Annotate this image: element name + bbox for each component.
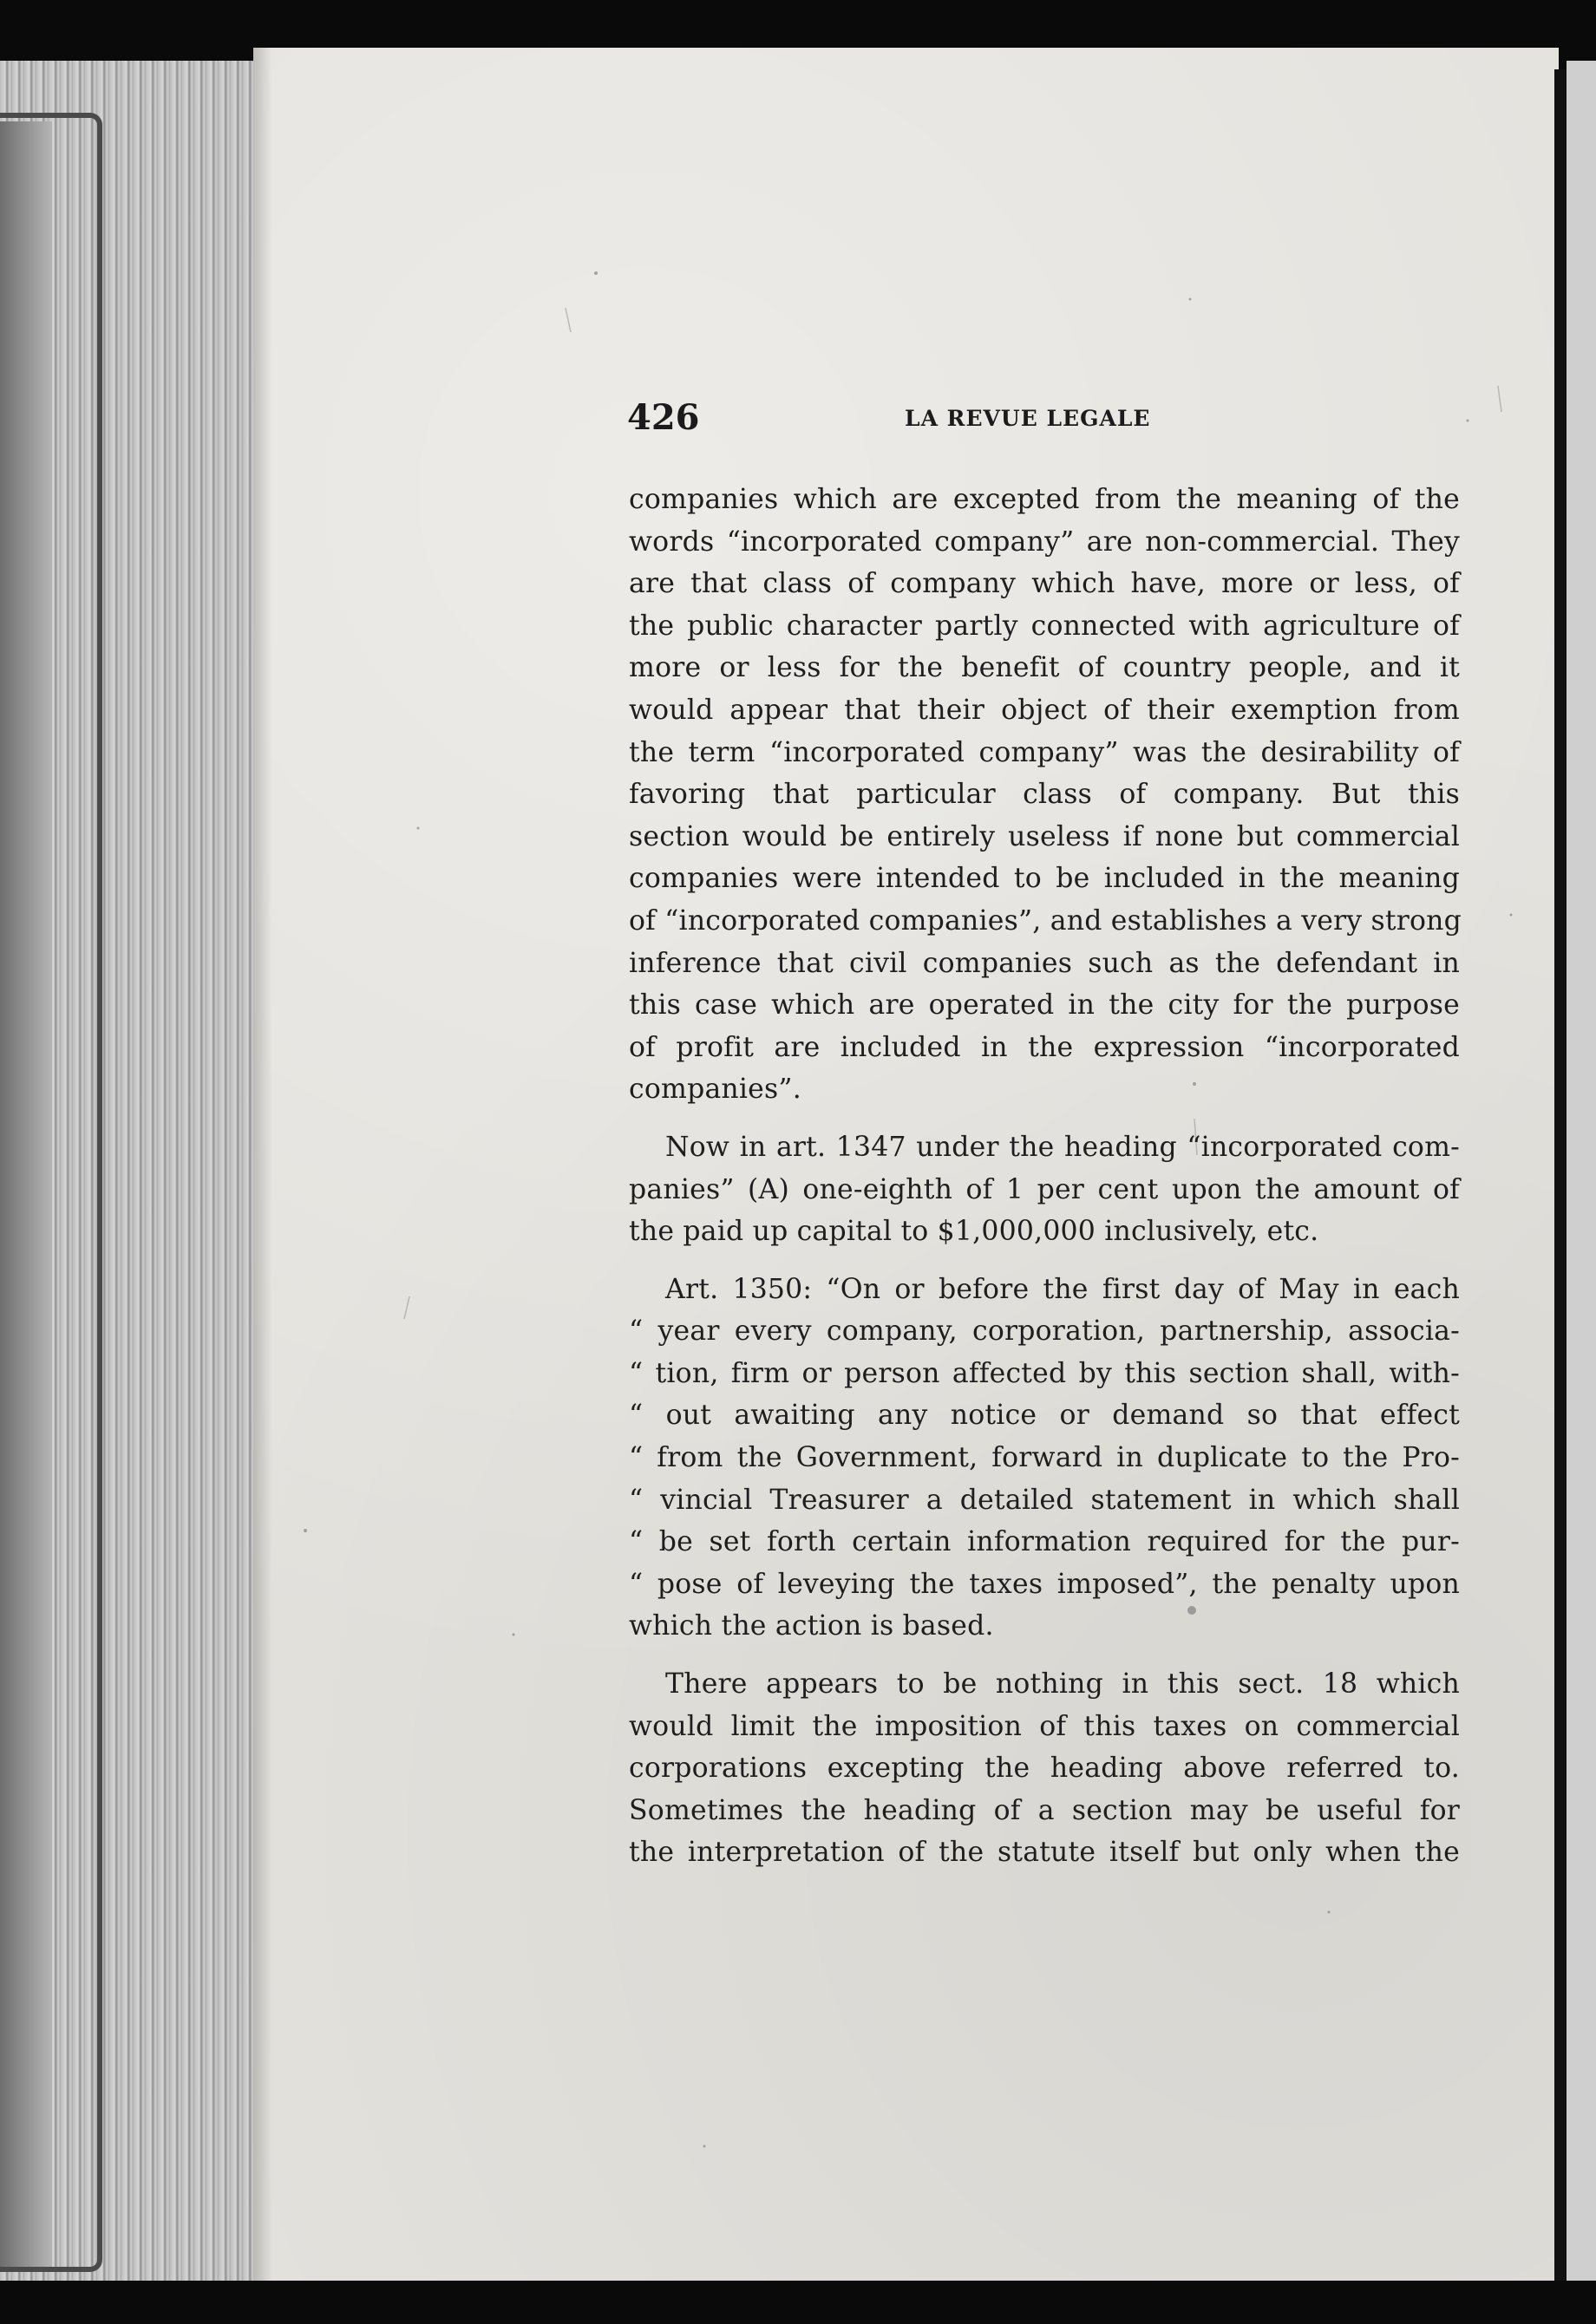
page-edge-right	[1554, 69, 1567, 2289]
text-line: this case which are operated in the city for the purpose	[629, 989, 1460, 1022]
text-line: are that class of company which have, more or less, of	[629, 568, 1460, 600]
text-line: inference that civil companies such as the defendant in	[629, 947, 1460, 979]
text-line: section would be entirely useless if none but commercial	[629, 820, 1460, 852]
page-number: 426	[627, 397, 700, 438]
text-line: the public character partly connected with agriculture of	[629, 610, 1460, 642]
text-line: companies which are excepted from the meaning of the	[629, 484, 1460, 515]
paragraph	[629, 1126, 1460, 1253]
text-line: which the action is based.	[629, 1610, 994, 1642]
text-line: companies were intended to be included in the meaning	[629, 863, 1460, 895]
text-line: the paid up capital to $1,000,000 inclusively, etc.	[629, 1216, 1319, 1248]
paragraph	[629, 479, 1460, 1111]
text-line: Sometimes the heading of a section may be useful for	[629, 1794, 1460, 1826]
text-line: of profit are included in the expression “incorporated	[629, 1031, 1460, 1063]
text-line: “ from the Government, forward in duplicate to the Pro-	[629, 1442, 1460, 1474]
gutter-shadow	[253, 48, 272, 2281]
text-line: “ be set forth certain information required for the pur-	[629, 1526, 1460, 1558]
text-line: favoring that particular class of company. But this	[629, 779, 1460, 811]
text-line: “ pose of leveying the taxes imposed”, the penalty upon	[629, 1568, 1460, 1600]
text-line: corporations excepting the heading above referred to.	[629, 1753, 1460, 1785]
text-line: companies”.	[629, 1074, 801, 1106]
text-line: words “incorporated company” are non-commercial. They	[629, 526, 1460, 558]
text-line: “ vincial Treasurer a detailed statement in which shall	[629, 1484, 1460, 1516]
text-line: “ tion, firm or person affected by this section shall, with-	[629, 1357, 1460, 1389]
running-title: LA REVUE LEGALE	[905, 406, 1151, 431]
text-line: more or less for the benefit of country people, and it	[629, 652, 1460, 684]
text-line: panies” (A) one-eighth of 1 per cent upon the amount of	[629, 1173, 1460, 1205]
page-header	[627, 392, 1460, 444]
text-line: There appears to be nothing in this sect. 18 which	[665, 1668, 1460, 1701]
text-line: of “incorporated companies”, and establishes a very strong	[629, 904, 1462, 937]
text-line: the term “incorporated company” was the desirability of	[629, 736, 1460, 768]
text-line: “ out awaiting any notice or demand so that effect	[629, 1400, 1460, 1432]
text-line: Art. 1350: “On or before the first day of May in each	[665, 1273, 1460, 1305]
book-cover-edge	[0, 113, 102, 2272]
paragraph	[629, 1269, 1460, 1648]
text-line: the interpretation of the statute itself but only when the	[629, 1837, 1460, 1869]
text-line: would appear that their object of their exemption from	[629, 694, 1460, 726]
text-line: Now in art. 1347 under the heading “incorporated com-	[665, 1131, 1460, 1163]
paragraph	[629, 1663, 1460, 1874]
text-line: would limit the imposition of this taxes on commercial	[629, 1710, 1460, 1742]
text-line: “ year every company, corporation, partnership, associa-	[629, 1315, 1460, 1348]
scan-border-bottom	[0, 2281, 1596, 2324]
body-text	[629, 479, 1460, 1874]
facing-page-sliver	[1567, 61, 1596, 2298]
